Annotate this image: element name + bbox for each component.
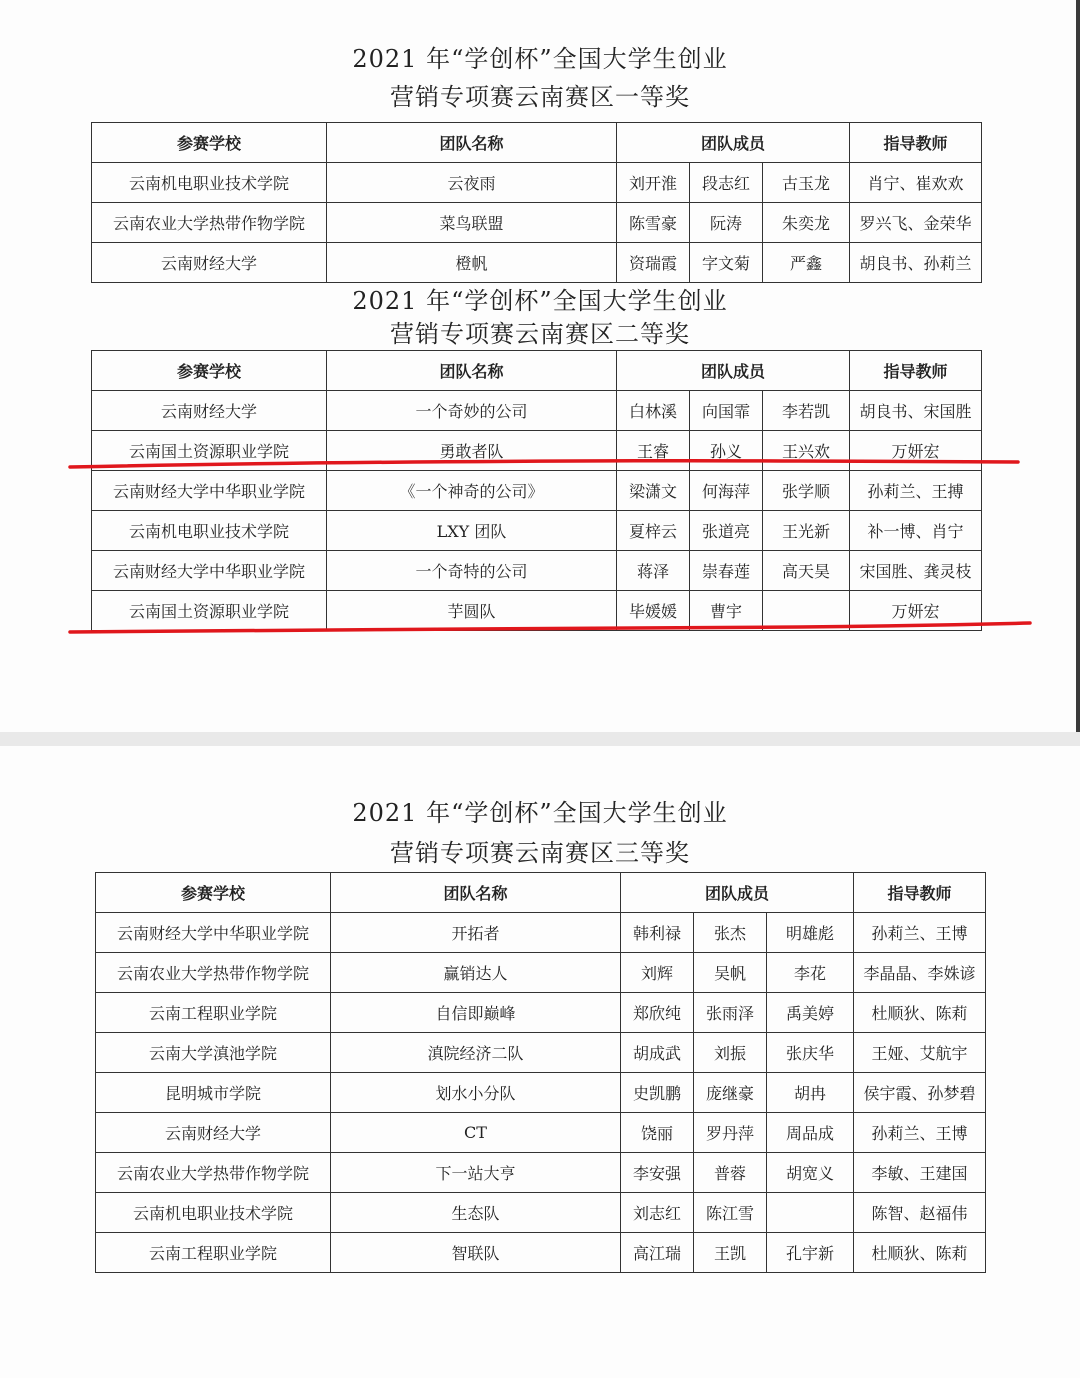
member-cell: 张道亮 <box>690 511 763 551</box>
school-cell: 云南财经大学 <box>92 391 327 431</box>
member-cell: 王凯 <box>694 1233 767 1273</box>
table-row <box>96 1073 986 1113</box>
table-row <box>92 591 982 631</box>
teacher-cell: 陈智、赵福伟 <box>854 1193 986 1233</box>
member-cell: 吴帆 <box>694 953 767 993</box>
school-cell: 云南财经大学中华职业学院 <box>96 913 331 953</box>
member-cell: 梁潇文 <box>617 471 690 511</box>
member-cell <box>763 591 850 631</box>
table-header-row <box>92 351 982 391</box>
team-cell: 滇院经济二队 <box>331 1033 621 1073</box>
member-cell: 胡宽义 <box>767 1153 854 1193</box>
member-cell: 白林溪 <box>617 391 690 431</box>
member-cell: 李安强 <box>621 1153 694 1193</box>
team-cell: 生态队 <box>331 1193 621 1233</box>
teacher-cell: 孙莉兰、王博 <box>854 913 986 953</box>
member-cell: 高天昊 <box>763 551 850 591</box>
header-members: 团队成员 <box>617 351 850 391</box>
second-prize-title-line1: 2021 年“学创杯”全国大学生创业 <box>352 287 728 315</box>
teacher-cell: 万妍宏 <box>850 431 982 471</box>
member-cell: 段志红 <box>690 163 763 203</box>
team-cell: 一个奇特的公司 <box>327 551 617 591</box>
member-cell: 王兴欢 <box>763 431 850 471</box>
header-school: 参赛学校 <box>92 351 327 391</box>
school-cell: 云南工程职业学院 <box>96 993 331 1033</box>
header-team: 团队名称 <box>327 123 617 163</box>
teacher-cell: 孙莉兰、王搏 <box>850 471 982 511</box>
table-row <box>92 471 982 511</box>
team-cell: 智联队 <box>331 1233 621 1273</box>
second-prize-title-line2: 营销专项赛云南赛区二等奖 <box>390 320 690 348</box>
page-gap <box>0 732 1080 746</box>
table-row <box>92 431 982 471</box>
school-cell: 云南农业大学热带作物学院 <box>96 1153 331 1193</box>
member-cell: 向国霏 <box>690 391 763 431</box>
teacher-cell: 补一博、肖宁 <box>850 511 982 551</box>
teacher-cell: 肖宁、崔欢欢 <box>850 163 982 203</box>
school-cell: 云南财经大学中华职业学院 <box>92 551 327 591</box>
member-cell: 孙义 <box>690 431 763 471</box>
teacher-cell: 罗兴飞、金荣华 <box>850 203 982 243</box>
member-cell: 朱奕龙 <box>763 203 850 243</box>
member-cell: 刘辉 <box>621 953 694 993</box>
school-cell: 云南国土资源职业学院 <box>92 591 327 631</box>
team-cell: 菜鸟联盟 <box>327 203 617 243</box>
team-cell: LXY 团队 <box>327 511 617 551</box>
member-cell: 胡冉 <box>767 1073 854 1113</box>
school-cell: 云南工程职业学院 <box>96 1233 331 1273</box>
member-cell: 李若凯 <box>763 391 850 431</box>
school-cell: 云南财经大学 <box>96 1113 331 1153</box>
member-cell: 曹宇 <box>690 591 763 631</box>
member-cell: 张学顺 <box>763 471 850 511</box>
member-cell <box>767 1193 854 1233</box>
school-cell: 云南国土资源职业学院 <box>92 431 327 471</box>
third-prize-table <box>95 872 986 1273</box>
school-cell: 云南财经大学 <box>92 243 327 283</box>
member-cell: 郑欣纯 <box>621 993 694 1033</box>
member-cell: 孔宇新 <box>767 1233 854 1273</box>
table-row <box>92 551 982 591</box>
member-cell: 陈雪豪 <box>617 203 690 243</box>
member-cell: 毕媛媛 <box>617 591 690 631</box>
team-cell: 云夜雨 <box>327 163 617 203</box>
teacher-cell: 胡良书、孙莉兰 <box>850 243 982 283</box>
school-cell: 云南机电职业技术学院 <box>92 511 327 551</box>
header-teacher: 指导教师 <box>854 873 986 913</box>
table-row <box>96 993 986 1033</box>
teacher-cell: 万妍宏 <box>850 591 982 631</box>
member-cell: 庞继豪 <box>694 1073 767 1113</box>
member-cell: 周品成 <box>767 1113 854 1153</box>
table-row <box>96 953 986 993</box>
member-cell: 蒋泽 <box>617 551 690 591</box>
table-row <box>92 163 982 203</box>
table-row <box>92 391 982 431</box>
teacher-cell: 侯宇霞、孙梦碧 <box>854 1073 986 1113</box>
table-row <box>96 1193 986 1233</box>
table-header-row <box>96 873 986 913</box>
school-cell: 昆明城市学院 <box>96 1073 331 1113</box>
member-cell: 韩利禄 <box>621 913 694 953</box>
school-cell: 云南农业大学热带作物学院 <box>96 953 331 993</box>
member-cell: 李花 <box>767 953 854 993</box>
header-school: 参赛学校 <box>92 123 327 163</box>
member-cell: 高江瑞 <box>621 1233 694 1273</box>
team-cell: 划水小分队 <box>331 1073 621 1113</box>
third-prize-title-line1: 2021 年“学创杯”全国大学生创业 <box>352 799 728 827</box>
member-cell: 陈江雪 <box>694 1193 767 1233</box>
teacher-cell: 杜顺狄、陈莉 <box>854 993 986 1033</box>
team-cell: 一个奇妙的公司 <box>327 391 617 431</box>
second-prize-table <box>91 350 982 631</box>
member-cell: 资瑞霞 <box>617 243 690 283</box>
table-row <box>96 913 986 953</box>
team-cell: 赢销达人 <box>331 953 621 993</box>
header-team: 团队名称 <box>327 351 617 391</box>
header-members: 团队成员 <box>621 873 854 913</box>
member-cell: 刘振 <box>694 1033 767 1073</box>
member-cell: 普蓉 <box>694 1153 767 1193</box>
table-header-row <box>92 123 982 163</box>
member-cell: 刘开淮 <box>617 163 690 203</box>
member-cell: 崇春莲 <box>690 551 763 591</box>
school-cell: 云南机电职业技术学院 <box>92 163 327 203</box>
member-cell: 严鑫 <box>763 243 850 283</box>
header-school: 参赛学校 <box>96 873 331 913</box>
member-cell: 罗丹萍 <box>694 1113 767 1153</box>
first-prize-title-line1: 2021 年“学创杯”全国大学生创业 <box>352 45 728 73</box>
team-cell: CT <box>331 1113 621 1153</box>
header-team: 团队名称 <box>331 873 621 913</box>
member-cell: 张庆华 <box>767 1033 854 1073</box>
header-teacher: 指导教师 <box>850 351 982 391</box>
first-prize-table <box>91 122 982 283</box>
member-cell: 古玉龙 <box>763 163 850 203</box>
teacher-cell: 李敏、王建国 <box>854 1153 986 1193</box>
team-cell: 芋圆队 <box>327 591 617 631</box>
member-cell: 王光新 <box>763 511 850 551</box>
team-cell: 《一个神奇的公司》 <box>327 471 617 511</box>
header-teacher: 指导教师 <box>850 123 982 163</box>
member-cell: 胡成武 <box>621 1033 694 1073</box>
teacher-cell: 孙莉兰、王博 <box>854 1113 986 1153</box>
team-cell: 橙帆 <box>327 243 617 283</box>
member-cell: 刘志红 <box>621 1193 694 1233</box>
member-cell: 王睿 <box>617 431 690 471</box>
member-cell: 史凯鹏 <box>621 1073 694 1113</box>
member-cell: 字文菊 <box>690 243 763 283</box>
team-cell: 勇敢者队 <box>327 431 617 471</box>
member-cell: 张雨泽 <box>694 993 767 1033</box>
table-row <box>92 243 982 283</box>
teacher-cell: 杜顺狄、陈莉 <box>854 1233 986 1273</box>
header-members: 团队成员 <box>617 123 850 163</box>
team-cell: 自信即巅峰 <box>331 993 621 1033</box>
member-cell: 饶丽 <box>621 1113 694 1153</box>
teacher-cell: 李晶晶、李姝谚 <box>854 953 986 993</box>
table-row <box>96 1033 986 1073</box>
team-cell: 下一站大亨 <box>331 1153 621 1193</box>
member-cell: 张杰 <box>694 913 767 953</box>
school-cell: 云南机电职业技术学院 <box>96 1193 331 1233</box>
team-cell: 开拓者 <box>331 913 621 953</box>
school-cell: 云南大学滇池学院 <box>96 1033 331 1073</box>
table-row <box>96 1113 986 1153</box>
table-row <box>96 1233 986 1273</box>
member-cell: 夏梓云 <box>617 511 690 551</box>
member-cell: 明雄彪 <box>767 913 854 953</box>
teacher-cell: 宋国胜、龚灵枝 <box>850 551 982 591</box>
teacher-cell: 王娅、艾航宇 <box>854 1033 986 1073</box>
first-prize-title-line2: 营销专项赛云南赛区一等奖 <box>390 83 690 111</box>
table-row <box>92 203 982 243</box>
member-cell: 阮涛 <box>690 203 763 243</box>
teacher-cell: 胡良书、宋国胜 <box>850 391 982 431</box>
member-cell: 何海萍 <box>690 471 763 511</box>
member-cell: 禹美婷 <box>767 993 854 1033</box>
school-cell: 云南农业大学热带作物学院 <box>92 203 327 243</box>
table-row <box>96 1153 986 1193</box>
third-prize-title-line2: 营销专项赛云南赛区三等奖 <box>390 839 690 867</box>
school-cell: 云南财经大学中华职业学院 <box>92 471 327 511</box>
table-row <box>92 511 982 551</box>
